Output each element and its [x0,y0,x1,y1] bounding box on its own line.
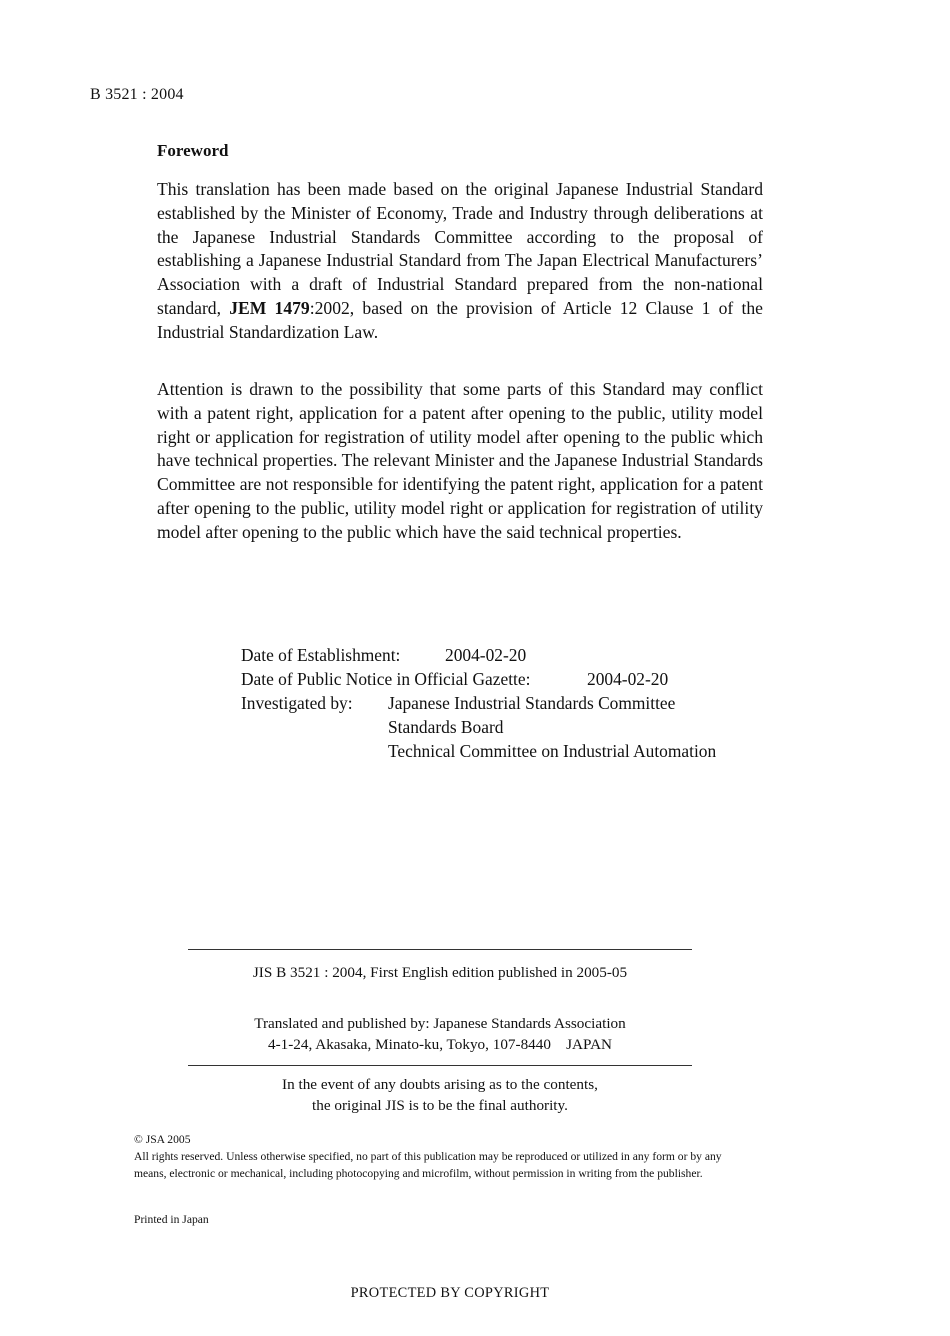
divider-bottom [188,1065,692,1066]
investigated-line-1: Japanese Industrial Standards Committee [388,693,676,713]
divider-top [188,949,692,950]
printed-in: Printed in Japan [134,1213,209,1226]
public-notice-label: Date of Public Notice in Official Gazette: [241,669,531,689]
foreword-title: Foreword [157,141,229,160]
investigated-line-2: Standards Board [388,717,504,737]
protected-by-copyright-footer: PROTECTED BY COPYRIGHT [350,1285,550,1301]
investigated-label: Investigated by: [241,693,353,713]
establishment-date: 2004-02-20 [445,645,527,665]
authority-note-line-1: In the event of any doubts arising as to the contents, [282,1076,598,1093]
rights-statement: All rights reserved. Unless otherwise specified, no part of this publication may be reproduced or utilized in any form or by any means, electronic or mechanical, including photocopying and microfilm, without permission in writing from the publisher. [134,1150,722,1180]
publisher-address: 4-1-24, Akasaka, Minato-ku, Tokyo, 107-8440 JAPAN [267,1036,612,1053]
public-notice-date: 2004-02-20 [587,669,669,689]
foreword-paragraph-1-text-a: This translation has been made based on the original Japanese Industrial Standard established by the Minister of Economy, Trade and Industry through deliberations at the Japanese Industrial Standards Committee according to the proposal of establishing a Japanese Industrial Standard from The Japan Electrical Manufacturers’ Association with a draft of Industrial Standard prepared from the non-national standard, [157,179,763,318]
authority-note-line-2: the original JIS is to be the final authority. [312,1097,568,1114]
authority-note [188,1074,692,1116]
establishment-label: Date of Establishment: [241,645,401,665]
foreword-paragraph-1-text-b: :2002, based on the provision of Article 12 Clause 1 of the Industrial Standardization Law. [157,297,763,342]
publisher-block [188,1013,692,1055]
investigated-line-3: Technical Committee on Industrial Automation [388,741,717,761]
foreword-paragraph-1 [157,178,763,345]
foreword-paragraph-2: Attention is drawn to the possibility that some parts of this Standard may conflict with a patent right, application for a patent after opening to the public, utility model right or application for registration of utility model after opening to the public which have technical properties. The relevant Minister and the Japanese Industrial Standards Committee are not responsible for identifying the patent right, application for a patent after opening to the public, utility model right or application for registration of utility model after opening to the public which have the said technical properties. [157,379,763,542]
copyright-notice: © JSA 2005 [134,1133,191,1146]
translated-by: Translated and published by: Japanese Standards Association [254,1015,626,1032]
jem-standard-reference: JEM 1479 [229,297,310,318]
edition-info: JIS B 3521 : 2004, First English edition published in 2005-05 [252,964,628,981]
document-code-header: B 3521 : 2004 [90,86,184,103]
